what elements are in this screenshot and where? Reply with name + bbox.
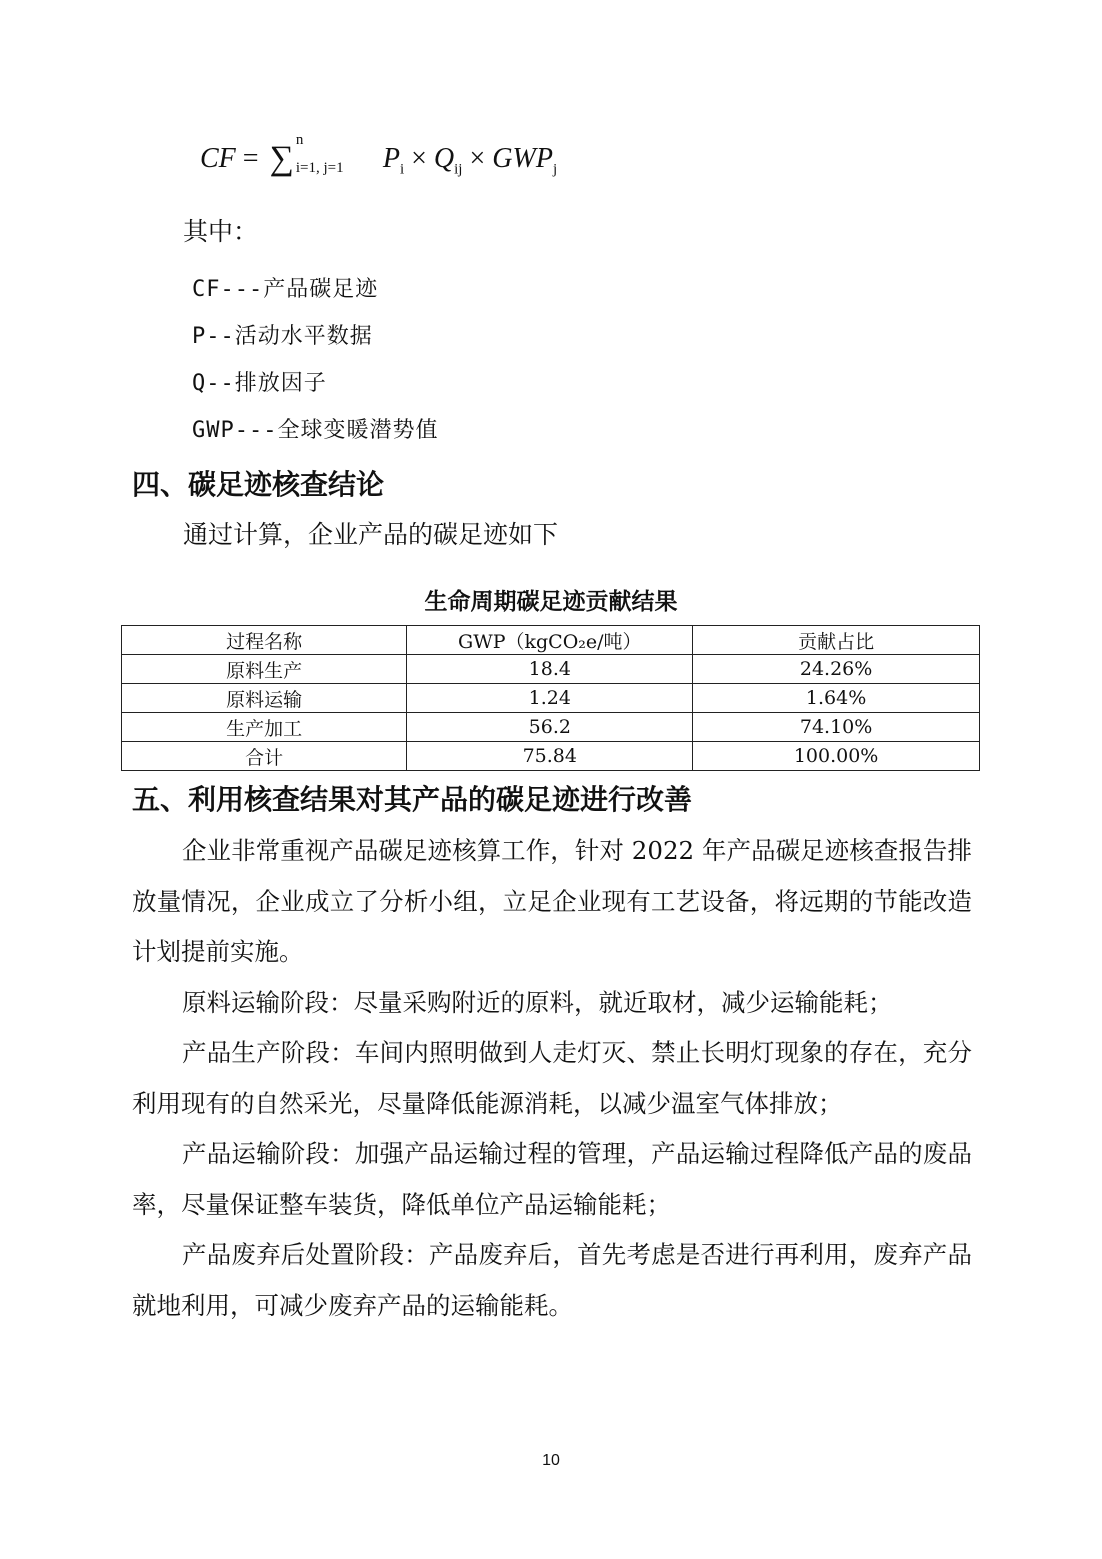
table-header-process: 过程名称 [122,626,407,655]
formula-term-p: P [382,143,400,174]
table-caption: 生命周期碳足迹贡献结果 [424,589,678,615]
section-5-paragraph-3: 产品生产阶段：车间内照明做到人走灯灭、禁止长明灯现象的存在，充分利用现有的自然采光，尽量降低能源消耗，以减少温室气体排放； [132,1038,972,1118]
formula-limits [295,131,376,176]
table-cell: 100.00% [693,742,980,771]
section-5-heading: 五、利用核查结果对其产品的碳足迹进行改善 [132,783,693,816]
formula-term-q-sub: ij [454,161,463,178]
section-5-paragraph-2: 原料运输阶段：尽量采购附近的原料，就近取材，减少运输能耗； [182,987,893,1017]
table-cell: 合计 [122,742,407,771]
formula-times-2: × [469,143,486,174]
table-header-share: 贡献占比 [693,626,980,655]
definition-q: Q--排放因子 [192,371,327,396]
where-label: 其中： [183,217,259,246]
table-cell: 56.2 [407,713,693,742]
section-5-paragraph-4: 产品运输阶段：加强产品运输过程的管理，产品运输过程降低产品的废品率，尽量保证整车装货，降低单位产品运输能耗； [132,1139,972,1219]
table-row [122,713,980,742]
formula-term-gwp: GWP [492,143,553,174]
table-cell: 原料运输 [122,684,407,713]
table-cell: 生产加工 [122,713,407,742]
carbon-footprint-formula [200,131,558,179]
formula-equals: = [242,143,259,174]
table-cell: 18.4 [407,655,693,684]
formula-sigma: ∑ [269,140,294,177]
definition-gwp: GWP---全球变暖潜势值 [192,418,439,443]
table-cell: 24.26% [693,655,980,684]
section-5-body [132,826,972,1331]
formula-term-q: Q [433,143,455,174]
section-5-paragraph-5: 产品废弃后处置阶段：产品废弃后，首先考虑是否进行再利用，废弃产品就地利用，可减少废弃产品的运输能耗。 [132,1240,972,1320]
definition-p: P--活动水平数据 [192,324,373,349]
section-4-heading: 四、碳足迹核查结论 [132,468,385,501]
section-5-paragraph-1: 企业非常重视产品碳足迹核算工作，针对 2022 年产品碳足迹核查报告排放量情况，企业成立了分析小组，立足企业现有工艺设备，将远期的节能改造计划提前实施。 [132,836,972,966]
table-cell: 原料生产 [122,655,407,684]
formula-times-1: × [411,143,427,174]
section-4-intro: 通过计算，企业产品的碳足迹如下 [183,520,559,549]
formula-term-p-sub: i [399,161,405,178]
table-row [122,655,980,684]
formula-lhs: CF [200,143,236,174]
formula-upper-limit: n [295,131,304,148]
table-cell: 1.64% [693,684,980,713]
carbon-footprint-table [121,625,980,771]
formula-term-gwp-sub: j [552,161,558,178]
table-header-row [122,626,980,655]
formula-lower-limit: i=1, j=1 [295,159,344,176]
definition-cf: CF---产品碳足迹 [192,277,379,302]
table-row-total [122,742,980,771]
table-cell: 1.24 [407,684,693,713]
table-cell: 74.10% [693,713,980,742]
table-cell: 75.84 [407,742,693,771]
page-number: 10 [542,1452,560,1469]
table-header-gwp: GWP（kgCO₂e/吨） [407,626,693,655]
table-row [122,684,980,713]
